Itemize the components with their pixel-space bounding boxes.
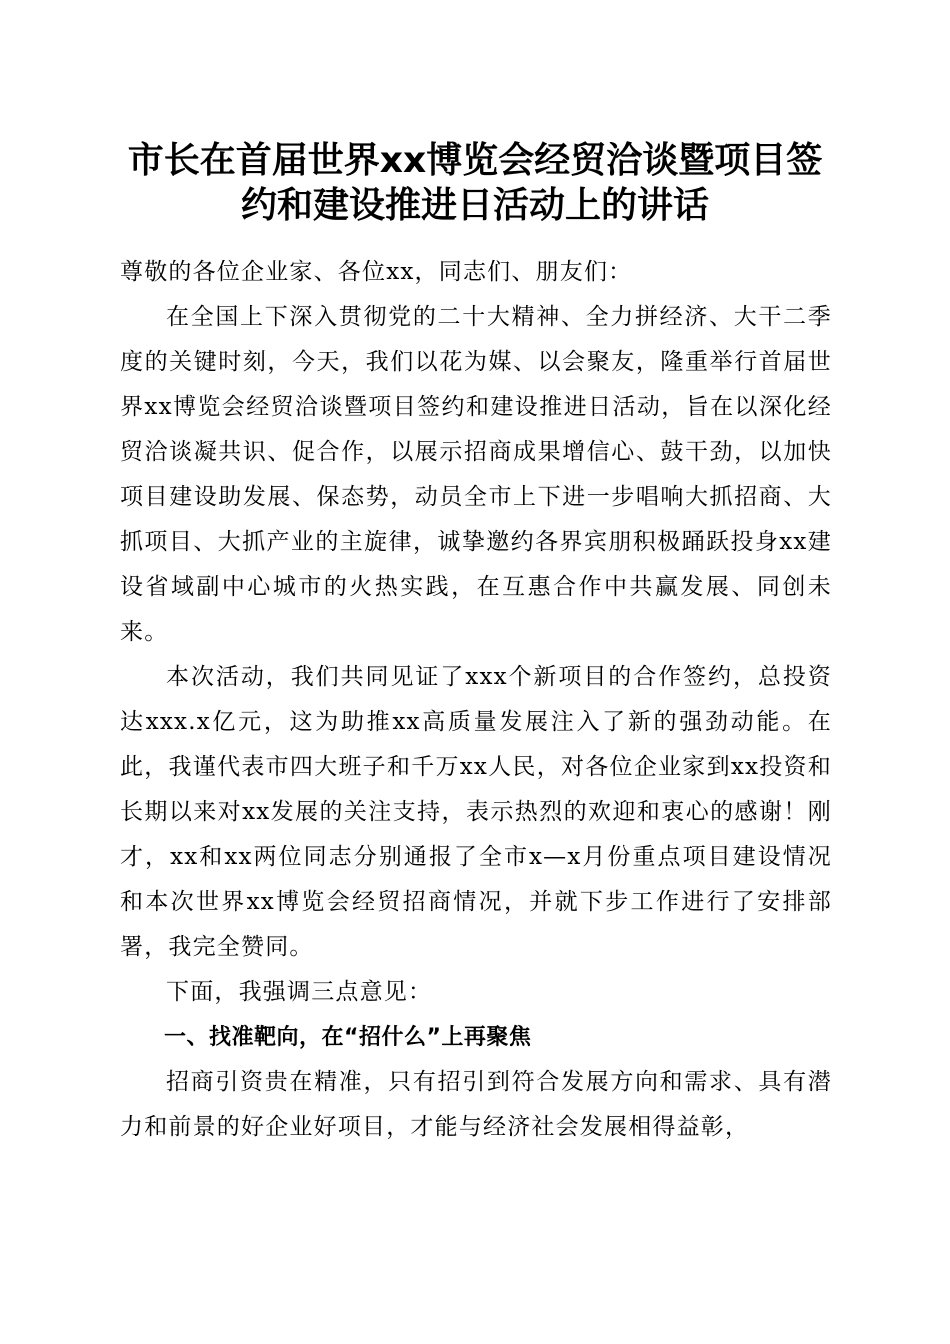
paragraph-3: 下面，我强调三点意见： [166, 979, 433, 1005]
salutation: 尊敬的各位企业家、各位xx，同志们、朋友们： [120, 259, 633, 285]
section-heading-1: 一、找准靶向，在“招什么”上再聚焦 [164, 1025, 532, 1050]
document-body [120, 250, 832, 1150]
title-line-2: 约和建设推进日活动上的讲话 [240, 185, 709, 226]
document-title [100, 138, 850, 228]
section-1-paragraph: 招商引资贵在精准，只有招引到符合发展方向和需求、具有潜力和前景的好企业好项目，才能与经济社会发展相得益彰， [120, 1069, 832, 1140]
paragraph-1: 在全国上下深入贯彻党的二十大精神、全力拼经济、大干二季度的关键时刻，今天，我们以花为媒、以会聚友，隆重举行首届世界xx博览会经贸洽谈暨项目签约和建设推进日活动，旨在以深化经贸洽谈凝共识、促合作，以展示招商成果增信心、鼓干劲，以加快项目建设助发展、保态势，动员全市上下进一步唱响大抓招商、大抓项目、大抓产业的主旋律，诚挚邀约各界宾朋积极踊跃投身xx建设省域副中心城市的火热实践，在互惠合作中共赢发展、同创未来。 [120, 304, 832, 645]
paragraph-2: 本次活动，我们共同见证了xxx个新项目的合作签约，总投资达xxx.x亿元，这为助推xx高质量发展注入了新的强劲动能。在此，我谨代表市四大班子和千万xx人民，对各位企业家到xx投资和长期以来对xx发展的关注支持，表示热烈的欢迎和衷心的感谢！刚才，xx和xx两位同志分别通报了全市x—x月份重点项目建设情况和本次世界xx博览会经贸招商情况，并就下步工作进行了安排部署，我完全赞同。 [120, 664, 832, 960]
title-line-1: 市长在首届世界xx博览会经贸洽谈暨项目签 [127, 140, 823, 181]
